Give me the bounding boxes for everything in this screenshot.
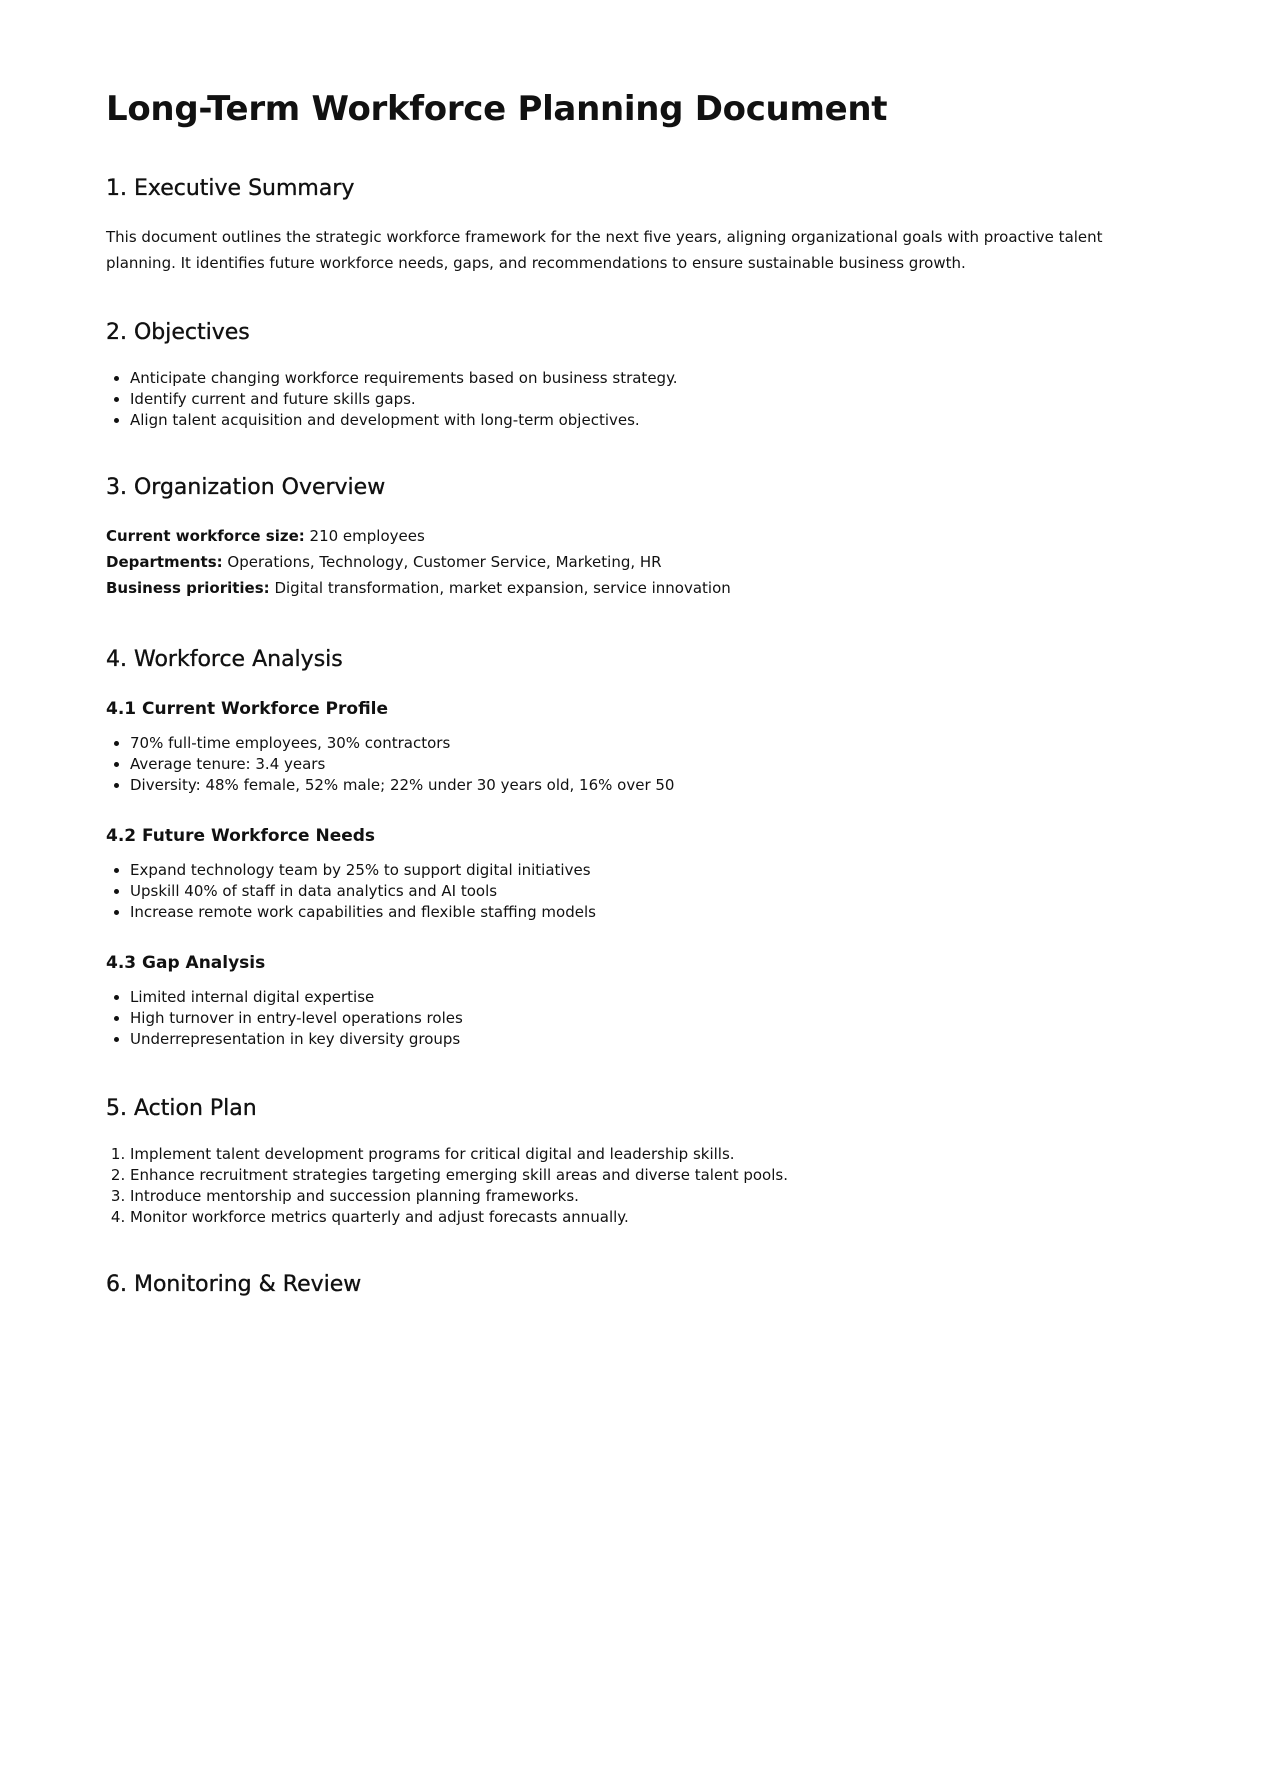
section-workforce-analysis: [106, 645, 1157, 1050]
list-item: 4. Monitor workforce metrics quarterly and adjust forecasts annually.: [130, 1207, 1157, 1228]
field-business-priorities: [106, 575, 1157, 601]
field-value: 210 employees: [309, 527, 425, 545]
future-needs-list: [106, 860, 1157, 923]
gap-analysis-list: [106, 987, 1157, 1050]
document-title: Long-Term Workforce Planning Document: [106, 89, 888, 129]
executive-summary-text: This document outlines the strategic workforce framework for the next five years, aligning organizational goals with proactive talent planning. It identifies future workforce needs, gaps, and recommendations to ensure sustainable business growth.: [106, 228, 1103, 272]
organization-fields: [106, 523, 1157, 601]
field-workforce-size: [106, 523, 1157, 549]
list-item: • Upskill 40% of staff in data analytics and AI tools: [130, 881, 1157, 902]
list-item: 3. Introduce mentorship and succession planning frameworks.: [130, 1186, 1157, 1207]
list-item: • High turnover in entry-level operations roles: [130, 1008, 1157, 1029]
list-item: 2. Enhance recruitment strategies targeting emerging skill areas and diverse talent pools.: [130, 1165, 1157, 1186]
list-item: • Limited internal digital expertise: [130, 987, 1157, 1008]
section-heading: 1. Executive Summary: [106, 176, 355, 201]
section-heading: 3. Organization Overview: [106, 475, 386, 500]
current-profile-list: [106, 733, 1157, 796]
list-item: 1. Implement talent development programs for critical digital and leadership skills.: [130, 1144, 1157, 1165]
list-item: • 70% full-time employees, 30% contractors: [130, 733, 1157, 754]
list-item: • Align talent acquisition and development with long-term objectives.: [130, 410, 1157, 431]
section-objectives: [106, 318, 1157, 431]
list-item: • Increase remote work capabilities and flexible staffing models: [130, 902, 1157, 923]
field-label: Departments:: [106, 553, 223, 571]
subsection-heading: 4.3 Gap Analysis: [106, 953, 266, 973]
section-heading: 6. Monitoring & Review: [106, 1272, 362, 1297]
field-label: Current workforce size:: [106, 527, 305, 545]
objectives-list: [106, 368, 1157, 431]
list-item: • Diversity: 48% female, 52% male; 22% under 30 years old, 16% over 50: [130, 775, 1157, 796]
section-action-plan: [106, 1094, 1157, 1228]
field-departments: [106, 549, 1157, 575]
field-value: Digital transformation, market expansion, service innovation: [274, 579, 731, 597]
list-item: • Identify current and future skills gaps.: [130, 389, 1157, 410]
section-executive-summary: [106, 174, 1157, 276]
section-heading: 4. Workforce Analysis: [106, 647, 343, 672]
list-item: • Expand technology team by 25% to support digital initiatives: [130, 860, 1157, 881]
field-label: Business priorities:: [106, 579, 270, 597]
list-item: • Underrepresentation in key diversity groups: [130, 1029, 1157, 1050]
section-organization-overview: [106, 473, 1157, 601]
list-item: • Anticipate changing workforce requirements based on business strategy.: [130, 368, 1157, 389]
list-item: • Average tenure: 3.4 years: [130, 754, 1157, 775]
section-monitoring-review: [106, 1270, 1157, 1300]
subsection-heading: 4.1 Current Workforce Profile: [106, 699, 389, 719]
section-heading: 5. Action Plan: [106, 1096, 257, 1121]
section-heading: 2. Objectives: [106, 320, 250, 345]
action-plan-list: [106, 1144, 1157, 1228]
field-value: Operations, Technology, Customer Service, Marketing, HR: [227, 553, 662, 571]
subsection-heading: 4.2 Future Workforce Needs: [106, 826, 376, 846]
